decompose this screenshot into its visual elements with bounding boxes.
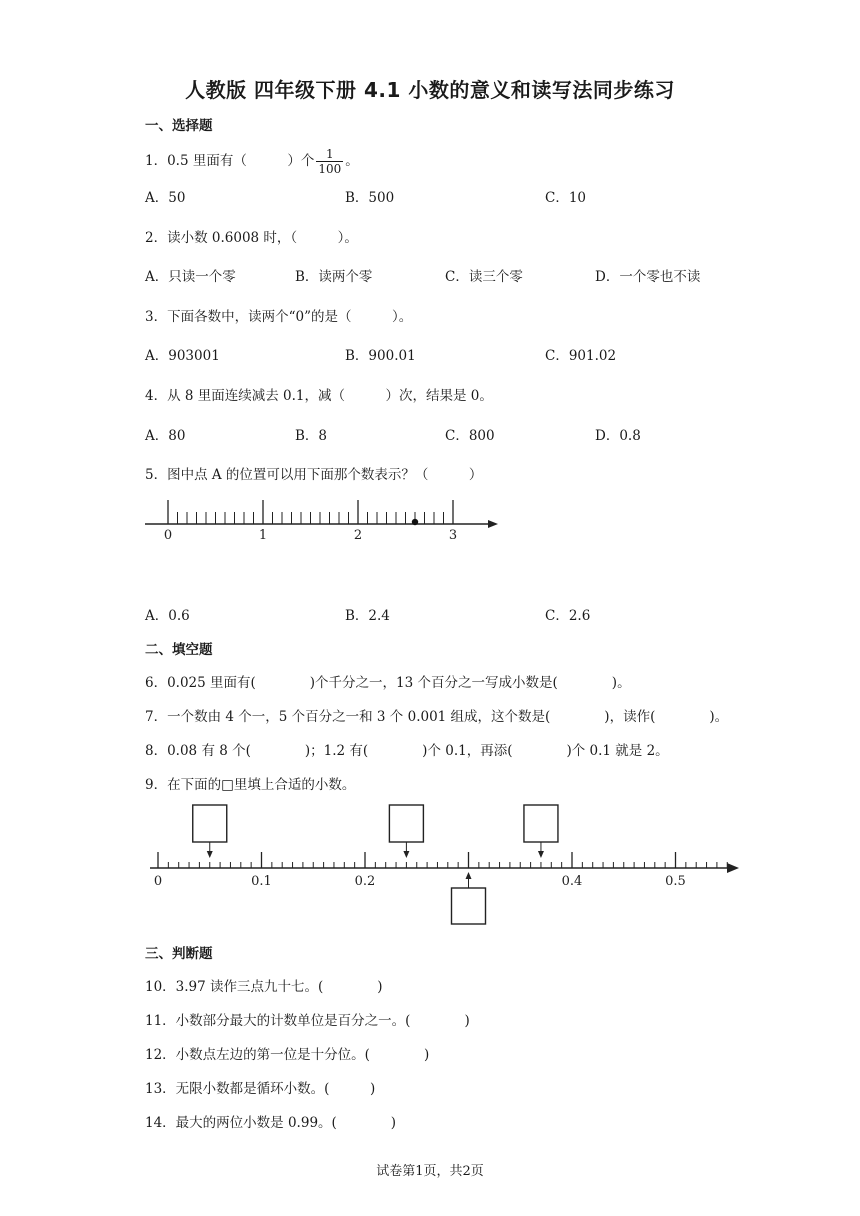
question-1: [145, 147, 359, 176]
section-fill-heading: 二、填空题: [145, 642, 213, 658]
option-d: D．一个零也不读: [595, 269, 701, 285]
pointer-arrow-head: [207, 851, 213, 858]
tick-label: 0.1: [251, 874, 272, 889]
number-line-1: [140, 494, 510, 550]
question-4-options: [145, 424, 765, 444]
tick-label: 0: [153, 874, 163, 889]
section-judge-heading: 三、判断题: [145, 946, 213, 962]
question-5-options: [145, 604, 765, 624]
option-b: B．8: [295, 428, 328, 444]
axis-arrow: [488, 520, 498, 528]
question-13: 13．无限小数都是循环小数。( ): [145, 1081, 376, 1097]
option-a: A．80: [145, 428, 186, 444]
option-c: C．读三个零: [445, 269, 523, 285]
question-9: 9．在下面的□里填上合适的小数。: [145, 777, 356, 793]
option-b: B．900.01: [345, 348, 416, 364]
question-2-options: [145, 265, 765, 285]
question-5: 5．图中点 A 的位置可以用下面那个数表示？（ ）: [145, 467, 483, 483]
option-a: A．0.6: [145, 608, 190, 624]
answer-box: [524, 805, 558, 842]
question-4: 4．从 8 里面连续减去 0.1，减（ ）次，结果是 0。: [145, 388, 493, 404]
question-1-tail: 。: [345, 153, 359, 169]
tick-label: 0.5: [665, 874, 686, 889]
question-6: 6．0.025 里面有( )个千分之一，13 个百分之一写成小数是( )。: [145, 675, 631, 691]
page-footer: 试卷第1页，共2页: [376, 1164, 484, 1179]
option-c: C．2.6: [545, 608, 591, 624]
fraction: [316, 147, 343, 176]
tick-label: 0.2: [354, 874, 376, 889]
answer-box: [389, 805, 423, 842]
pointer-arrow-head: [538, 851, 544, 858]
option-a: A．50: [145, 190, 186, 206]
question-7: 7．一个数由 4 个一，5 个百分之一和 3 个 0.001 组成，这个数是( )，读作( )。: [145, 709, 729, 725]
option-b: B．500: [345, 190, 395, 206]
question-12: 12．小数点左边的第一位是十分位。( ): [145, 1047, 430, 1063]
option-b: B．2.4: [345, 608, 390, 624]
question-8: 8．0.08 有 8 个( )；1.2 有( )个 0.1，再添( )个 0.1 就是 2。: [145, 743, 669, 759]
question-3-options: [145, 344, 765, 364]
section-choice-heading: 一、选择题: [145, 118, 213, 134]
page-title: 人教版 四年级下册 4.1 小数的意义和读写法同步练习: [185, 78, 675, 102]
question-10: 10．3.97 读作三点九十七。( ): [145, 979, 383, 995]
tick-label: 2: [353, 528, 363, 543]
pointer-arrow-head: [403, 851, 409, 858]
question-2: 2．读小数 0.6008 时，（ ）。: [145, 230, 358, 246]
question-11: 11．小数部分最大的计数单位是百分之一。( ): [145, 1013, 470, 1029]
number-line-2: [145, 800, 745, 928]
tick-label: 3: [448, 528, 458, 543]
tick-label: 0.4: [561, 874, 583, 889]
option-a: A．只读一个零: [145, 269, 236, 285]
option-c: C．901.02: [545, 348, 617, 364]
option-b: B．读两个零: [295, 269, 373, 285]
question-1-stem: 1．0.5 里面有（ ）个: [145, 153, 315, 169]
point-a-marker: [412, 519, 418, 525]
answer-box: [452, 888, 486, 924]
option-a: A．903001: [145, 348, 220, 364]
question-1-options: [145, 186, 765, 206]
option-c: C．10: [545, 190, 587, 206]
fraction-numerator: 1: [325, 147, 334, 161]
question-14: 14．最大的两位小数是 0.99。( ): [145, 1115, 397, 1131]
option-c: C．800: [445, 428, 495, 444]
answer-box: [193, 805, 227, 842]
tick-label: 1: [258, 528, 268, 543]
option-d: D．0.8: [595, 428, 641, 444]
fraction-denominator: 100: [318, 162, 342, 176]
pointer-arrow-head: [466, 872, 472, 879]
question-3: 3．下面各数中，读两个“0”的是（ ）。: [145, 309, 413, 325]
tick-label: 0: [163, 528, 173, 543]
axis-arrow: [727, 863, 739, 873]
